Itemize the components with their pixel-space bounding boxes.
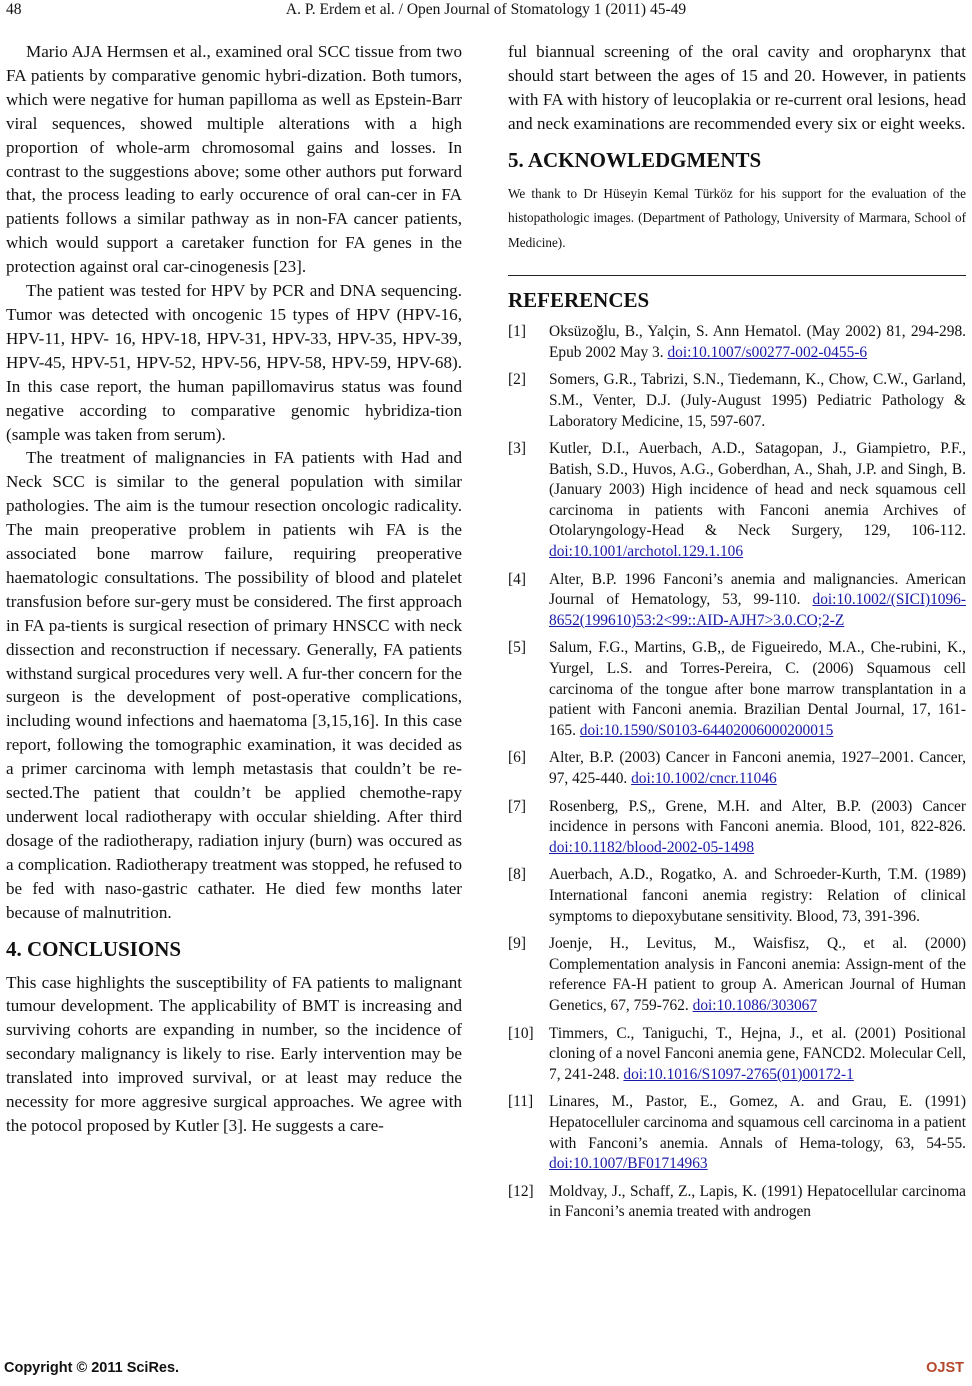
section-divider [508, 275, 966, 276]
reference-doi-link[interactable]: doi:10.1001/archotol.129.1.106 [549, 543, 744, 561]
reference-number: [3] [508, 440, 526, 458]
reference-number: [5] [508, 639, 526, 657]
paragraph-treatment: The treatment of malignancies in FA patients with Had and Neck SCC is similar to the general population with similar pathologies. The aim is the tumour resection oncologic radicality. The main preoperative problem in patients wih FA is the associated bone marrow failure, requiring preoperative haematologic consultations. The possibility of blood and platelet transfusion before sur-gery must be considered. The first approach in FA pa-tients is surgical resection of primary HNSCC with neck dissection and reconstruction if necessary. Generally, FA patients withstand surgical procedures very well. A fur-ther concern for the surgeon is the development of post-operative complications, including wound infections and haematoma [3,15,16]. In this case report, following the tomographic examination, it was decided as a primer carcinoma with lemph metastasis that couldn’t be re-sected.The patient that couldn’t be applied chemothe-rapy underwent local radiotherapy with occular shielding. After third dosage of the radiotherapy, radiation injury (burn) was occured as a complication. Radiotherapy treatment was stopped, he refused to be fed with naso-gastric cathater. He died few months later because of malnutrition. [6, 448, 462, 922]
reference-number: [11] [508, 1093, 534, 1111]
section-heading-acknowledgments: 5. ACKNOWLEDGMENTS [508, 147, 762, 172]
reference-item [508, 570, 966, 632]
reference-number: [2] [508, 371, 526, 389]
reference-text: Rosenberg, P.S,, Grene, M.H. and Alter, B.P. (2003) Cancer incidence in persons with Fanconi anemia. Blood, 101, 822-826. [549, 797, 966, 836]
reference-number: [7] [508, 797, 526, 815]
reference-number: [12] [508, 1182, 534, 1200]
reference-item [508, 1024, 966, 1086]
reference-doi-link[interactable]: doi:10.1007/s00277-002-0455-6 [667, 343, 868, 361]
reference-number: [4] [508, 570, 526, 588]
left-column [6, 40, 462, 1138]
reference-doi-link[interactable]: doi:10.1182/blood-2002-05-1498 [549, 838, 755, 856]
journal-abbreviation: OJST [926, 1360, 964, 1376]
reference-number: [6] [508, 749, 526, 767]
acknowledgments-text: We thank to Dr Hüseyin Kemal Türköz for his support for the evaluation of the histopathologic images. (Department of Pathology, University of Marmara, School of Medicine). [508, 185, 966, 250]
reference-text: Auerbach, A.D., Rogatko, A. and Schroeder-Kurth, T.M. (1989) International fanconi anemia registry: Relation of clinical symptoms to diepoxybutane sensitivity. Blood, 73, 391-396. [549, 866, 966, 925]
reference-number: [10] [508, 1024, 534, 1042]
section-heading-conclusions: 4. CONCLUSIONS [6, 936, 182, 961]
reference-item [508, 638, 966, 741]
reference-text: Kutler, D.I., Auerbach, A.D., Satagopan, J., Giampietro, P.F., Batish, S.D., Huvos, A.G., Goberdhan, A., Shah, J.P. and Singh, B. (January 2003) High incidence of head and neck squamous cell carcinoma in patients with Fanconi anemia Archives of Otolaryngology-Head & Neck Surgery, 129, 106-112. [549, 440, 966, 540]
paragraph-hpv: The patient was tested for HPV by PCR and DNA sequencing. Tumor was detected with oncogenic 15 types of HPV (HPV-16, HPV-11, HPV- 16, HPV-18, HPV-31, HPV-33, HPV-35, HPV-39, HPV-45, HPV-51, HPV-52, HPV-56, HPV-58, HPV-59, HPV-68). In this case report, the human papillomavirus status was found negative according to comparative genomic hybridiza-tion (sample was taken from serum). [6, 281, 462, 444]
reference-text: Alter, B.P. 1996 Fanconi’s anemia and malignancies. American Journal of Hematology, 53, 99-110. [549, 570, 966, 609]
paragraph-hermsen: Mario AJA Hermsen et al., examined oral SCC tissue from two FA patients by comparative genomic hybri-dization. Both tumors, which were negative for human papilloma as well as Epstein-Barr viral sequences, showed multiple alterations with a high proportion of whole-arm chromosomal gains and losses. In contrast to the suggestions above; some other authors put forward that, the process leading to early occurence of oral can-cer in FA patients follows a similar pathway as in non-FA cancer patients, which would support a caretaker function for FA genes in the protection against oral car-cinogenesis [23]. [6, 42, 462, 277]
reference-text: Linares, M., Pastor, E., Gomez, A. and Grau, E. (1991) Hepatocelluler carcinoma and squamous cell carcinoma in a patient with Fanconi’s anemia. Annals of Hema-tology, 63, 54-55. [549, 1093, 966, 1152]
reference-text: Salum, F.G., Martins, G.B,, de Figueiredo, M.A., Che-rubini, K., Yurgel, L.S. and Torres-Pereira, C. (2006) Squamous cell carcinoma of the tongue after bone marrow transplantation in a patient with Fanconi anemia. Brazilian Dental Journal, 17, 161-165. [549, 639, 966, 739]
copyright-notice: Copyright © 2011 SciRes. [4, 1360, 180, 1376]
reference-doi-link[interactable]: doi:10.1002/(SICI)1096-8652(199610)53:2<99::AID-AJH7>3.0.CO;2-Z [549, 591, 966, 629]
reference-doi-link[interactable]: doi:10.1007/BF01714963 [549, 1155, 708, 1173]
reference-number: [8] [508, 866, 526, 884]
reference-list [508, 322, 966, 1223]
reference-item [508, 370, 966, 432]
paragraph-conclusions: This case highlights the susceptibility of FA patients to malignant tumour development. The applicability of BMT is increasing and surviving cohorts are expanding in number, so the incidence of secondary malignancy is likely to rise. Early intervention may be translated into improved survival, or at least may reduce the necessity for more aggresive surgical approaches. We agree with the potocol proposed by Kutler [3]. He suggests a care- [6, 972, 462, 1135]
running-title: A. P. Erdem et al. / Open Journal of Stomatology 1 (2011) 45-49 [285, 1, 687, 18]
reference-item [508, 322, 966, 363]
reference-text: Timmers, C., Taniguchi, T., Hejna, J., et al. (2001) Positional cloning of a novel Fanconi anemia gene, FANCD2. Molecular Cell, 7, 241-248. [549, 1024, 966, 1083]
reference-doi-link[interactable]: doi:10.1002/cncr.11046 [631, 770, 777, 787]
reference-item [508, 1092, 966, 1174]
reference-item [508, 1182, 966, 1223]
reference-item [508, 748, 966, 789]
reference-text: Oksüzoğlu, B., Yalçin, S. Ann Hematol. (May 2002) 81, 294-298. Epub 2002 May 3. [549, 323, 966, 361]
reference-doi-link[interactable]: doi:10.1086/303067 [692, 996, 818, 1014]
paragraph-screening: ful biannual screening of the oral cavity and oropharynx that should start between the ages of 15 and 20. However, in patients with FA with history of leucoplakia or re-current oral lesions, head and neck examinations are recommended every six or eight weeks. [508, 42, 966, 133]
page-number: 48 [6, 1, 22, 18]
reference-item [508, 934, 966, 1016]
reference-text: Somers, G.R., Tabrizi, S.N., Tiedemann, K., Chow, C.W., Garland, S.M., Venter, D.J. (July-August 1995) Pediatric Pathology & Laboratory Medicine, 15, 597-607. [549, 371, 966, 430]
reference-item [508, 439, 966, 563]
reference-doi-link[interactable]: doi:10.1590/S0103-64402006000200015 [579, 721, 834, 739]
reference-item [508, 797, 966, 859]
reference-number: [9] [508, 935, 526, 953]
reference-doi-link[interactable]: doi:10.1016/S1097-2765(01)00172-1 [623, 1065, 854, 1083]
reference-number: [1] [508, 323, 526, 341]
reference-item [508, 865, 966, 927]
reference-text: Joenje, H., Levitus, M., Waisfisz, Q., et al. (2000) Complementation analysis in Fanconi anemia: Assign-ment of the reference FA-H patient to group A. American Journal of Human Genetics, 67, 759-762. [549, 935, 966, 1014]
right-column [508, 40, 966, 1230]
reference-text: Alter, B.P. (2003) Cancer in Fanconi anemia, 1927–2001. Cancer, 97, 425-440. [549, 749, 966, 787]
page-header [0, 0, 972, 20]
reference-text: Moldvay, J., Schaff, Z., Lapis, K. (1991) Hepatocellular carcinoma in Fanconi’s anemia treated with androgen [549, 1182, 966, 1221]
page-footer [0, 1360, 972, 1382]
section-heading-references: REFERENCES [508, 288, 650, 313]
